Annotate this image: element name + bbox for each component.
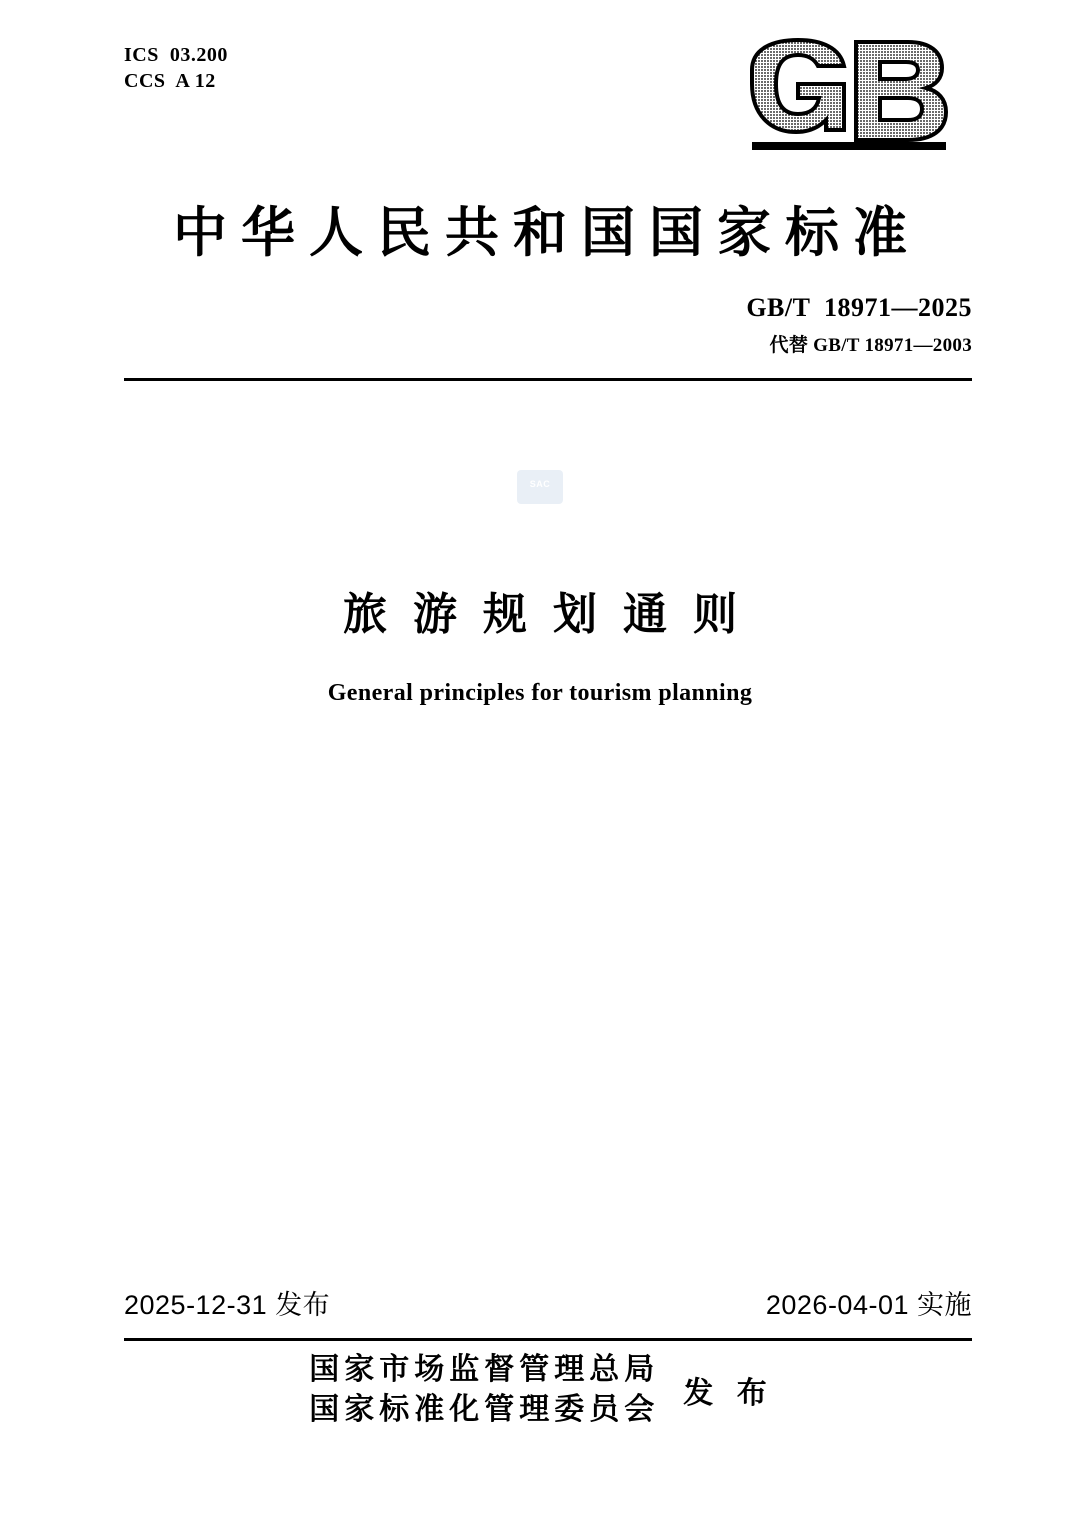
classification-codes [124, 42, 228, 94]
issue-date: 2025-12-31 发布 [124, 1290, 331, 1320]
page-title: 中华人民共和国国家标准 [173, 203, 921, 263]
document-title-en: General principles for tourism planning [327, 680, 753, 706]
issuer-block [0, 1350, 1080, 1430]
standard-number: GB/T 18971—2025 [746, 293, 972, 322]
divider-bottom [124, 1338, 972, 1341]
issuer-line-2: 国家标准化管理委员会 [309, 1393, 660, 1426]
ics-code: ICS 03.200 [124, 44, 228, 66]
replaced-standard-number: 代替 GB/T 18971—2003 [769, 335, 972, 356]
implementation-date: 2026-04-01 实施 [765, 1290, 972, 1320]
ccs-code: CCS A 12 [124, 70, 216, 92]
document-title-cn: 旅游规划通则 [343, 590, 763, 639]
issuer-line-1: 国家市场监督管理总局 [309, 1353, 660, 1386]
sac-watermark-icon [517, 470, 563, 510]
divider-top [124, 378, 972, 381]
issuer-names [305, 1350, 659, 1430]
watermark-label: SAC [529, 479, 551, 489]
gb-logo-icon [740, 36, 960, 166]
issuer-verb: 发 布 [683, 1377, 775, 1410]
